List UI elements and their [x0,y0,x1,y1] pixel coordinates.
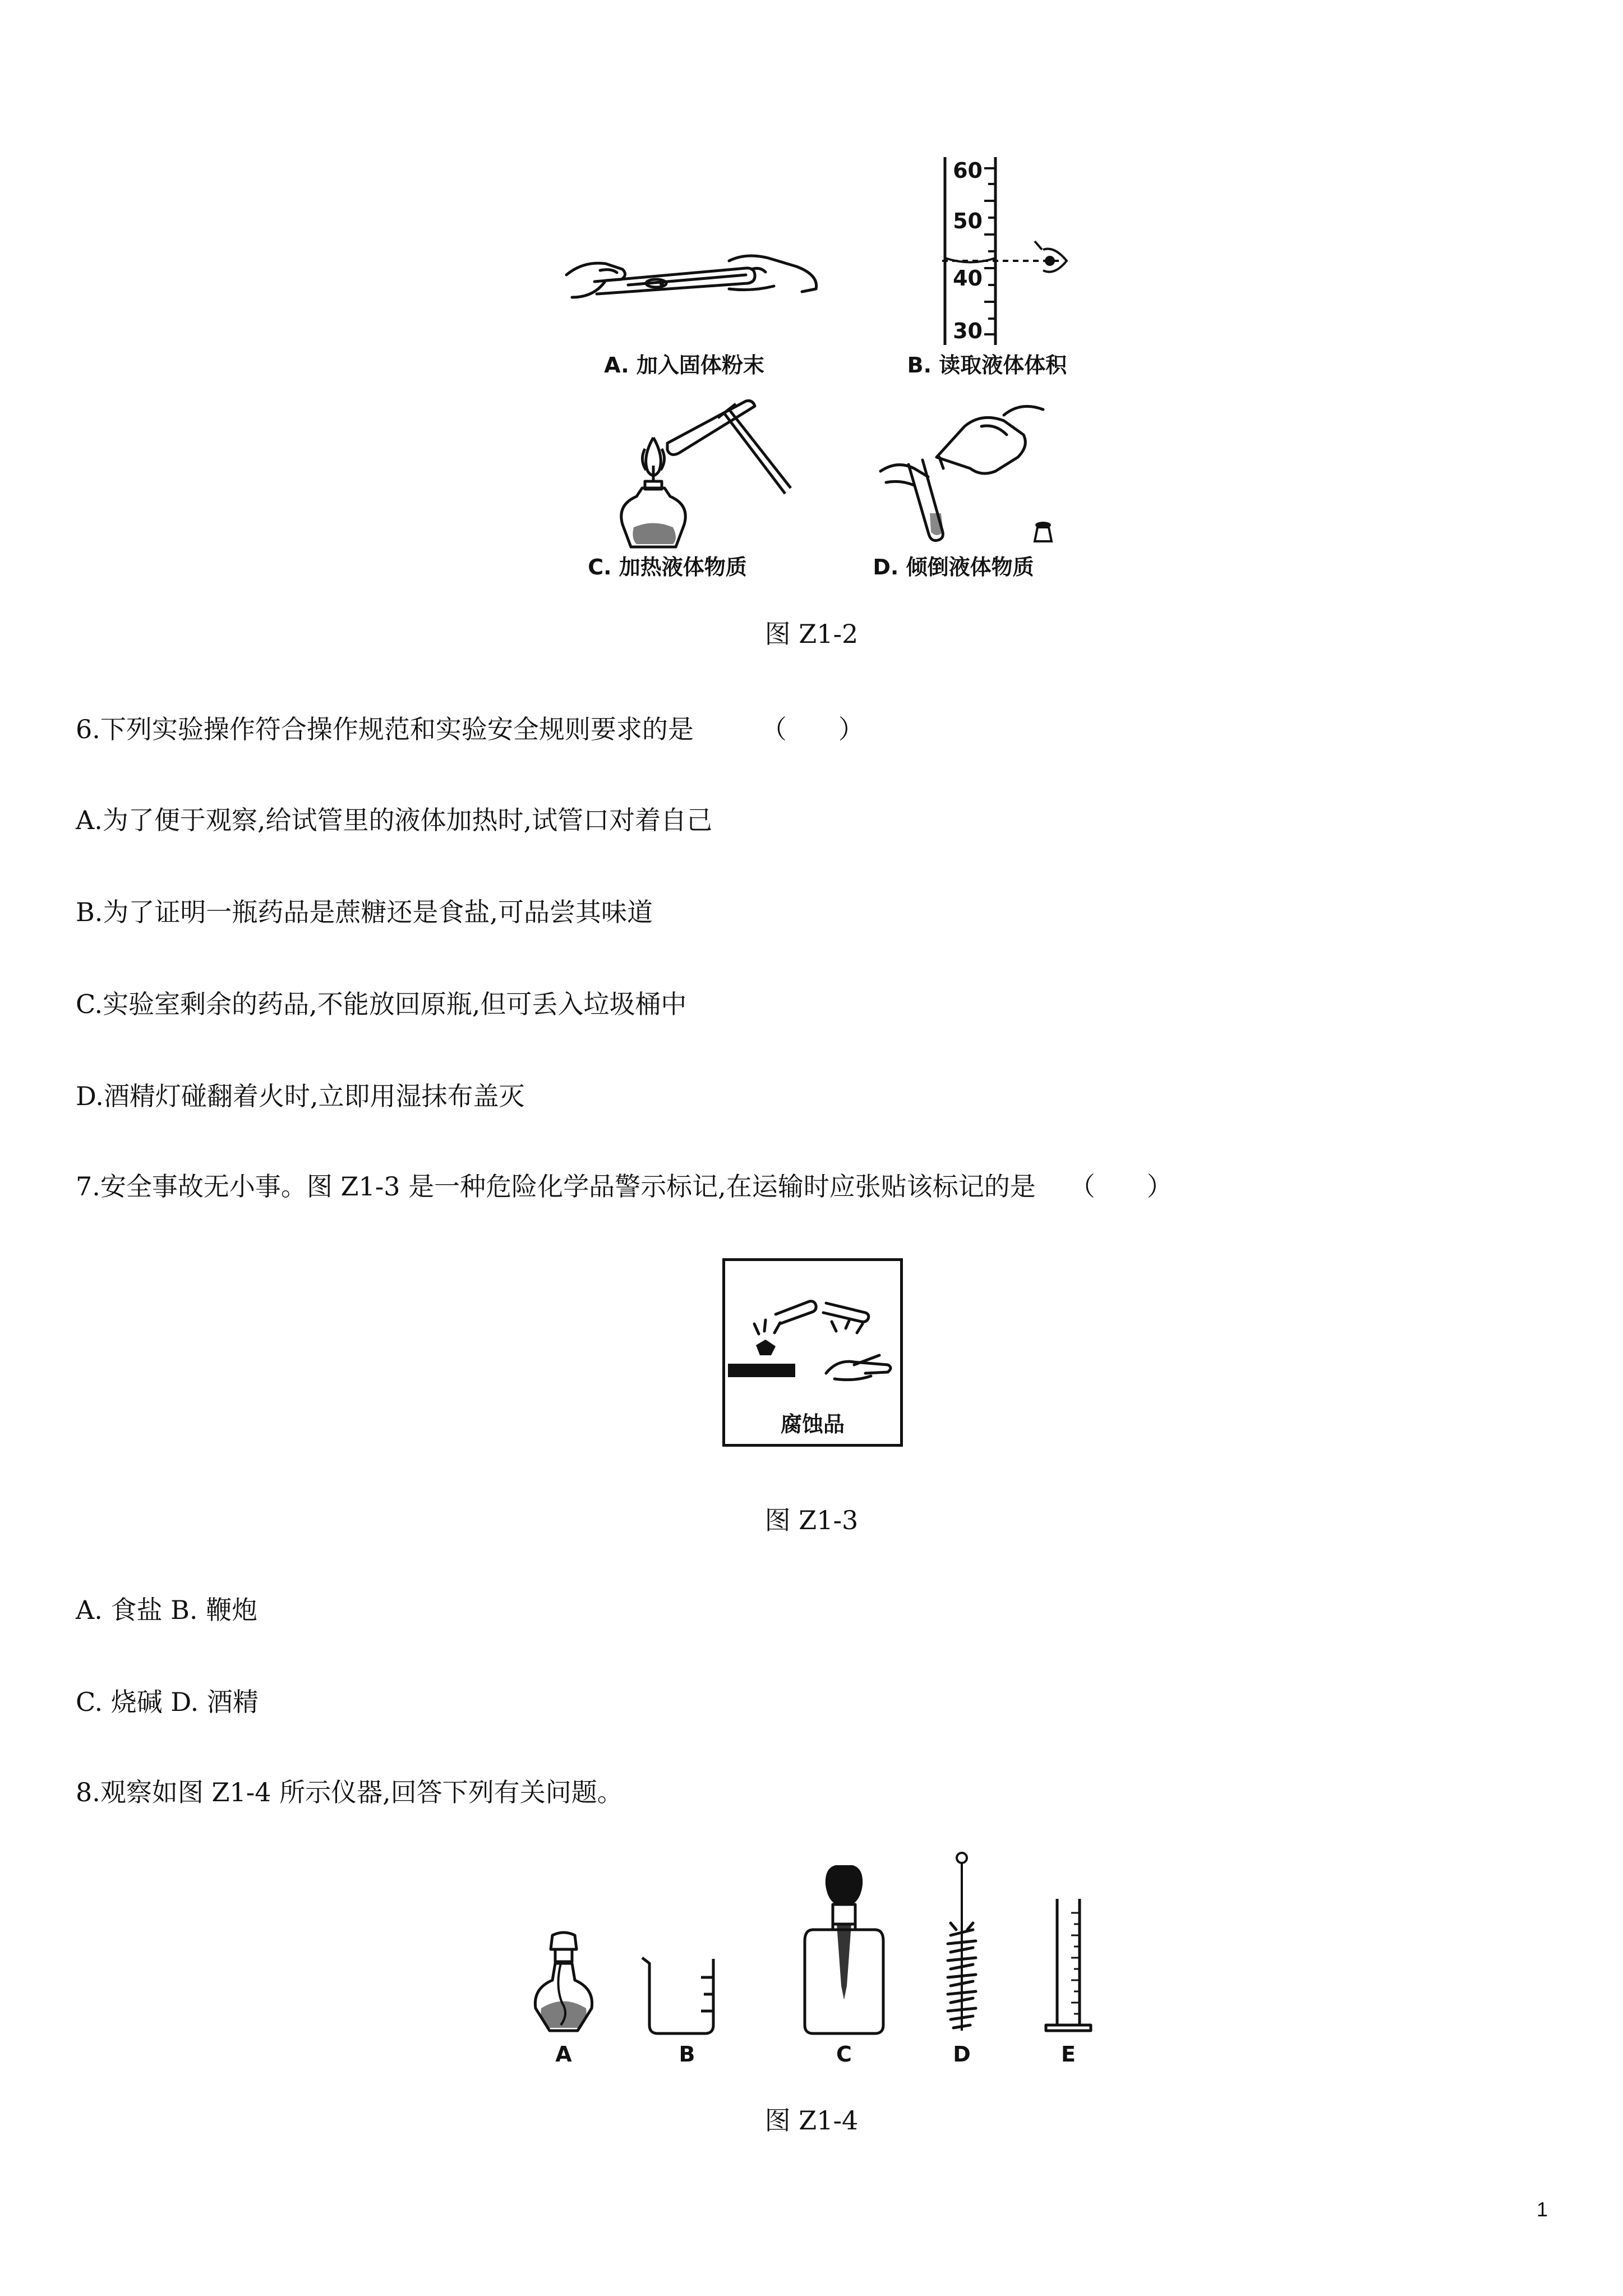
question-6-stem-row [76,712,864,746]
figure-z1-2 [0,0,1623,673]
question-6-answer-blank[interactable]: （ ） [760,714,864,744]
cylinder-mark-40: 40 [953,266,983,291]
question-8-stem: 8.观察如图 Z1-4 所示仪器,回答下列有关问题。 [76,1777,623,1807]
question-6 [76,712,1534,1116]
figure-caption-z1-2: 图 Z1-2 [764,619,859,649]
label-add-solid-powder: A. 加入固体粉末 [604,353,764,378]
label-heat-liquid: C. 加热液体物质 [588,555,747,579]
instrument-label-c: C [836,2042,852,2067]
figure-caption-z1-3: 图 Z1-3 [764,1505,859,1535]
instrument-label-a: A [555,2042,572,2067]
corrosive-sign-label: 腐蚀品 [780,1412,845,1437]
illustration-add-solid-powder [561,236,824,320]
corrosive-hazard-sign [722,1258,903,1447]
question-7-stem: 7.安全事故无小事。图 Z1-3 是一种危险化学品警示标记,在运输时应张贴该标记的是 [76,1171,1036,1202]
question-7-options-row-2: C. 烧碱 D. 酒精 [76,1687,259,1717]
question-6-option-b: B.为了证明一瓶药品是蔗糖还是食盐,可品尝其味道 [76,897,653,927]
page-number: 1 [1537,2198,1548,2221]
instrument-label-b: B [679,2042,695,2067]
question-7-options-row-1: A. 食盐 B. 鞭炮 [76,1595,258,1625]
label-pour-liquid: D. 倾倒液体物质 [873,555,1034,579]
alcohol-lamp-icon [527,1930,600,2033]
cylinder-mark-50: 50 [953,209,983,233]
label-read-liquid-volume: B. 读取液体体积 [907,353,1067,378]
question-6-stem: 6.下列实验操作符合操作规范和实验安全规则要求的是 [76,714,694,744]
graduated-cylinder-icon [1043,1896,1094,2036]
corrosive-pictogram-icon [725,1261,900,1390]
dropper-bottle-icon [802,1862,886,2036]
question-7-stem-row [76,1170,1173,1203]
instrument-label-d: D [953,2042,971,2067]
illustration-heating-liquid [606,404,796,550]
question-6-option-c: C.实验室剩余的药品,不能放回原瓶,但可丢入垃圾桶中 [76,989,687,1019]
cylinder-mark-60: 60 [953,158,983,183]
figure-z1-4 [505,1851,1122,2087]
figure-caption-z1-4: 图 Z1-4 [764,2105,859,2136]
question-6-option-a: A.为了便于观察,给试管里的液体加热时,试管口对着自己 [76,805,713,835]
question-6-option-d: D.酒精灯碰翻着火时,立即用湿抹布盖灭 [76,1081,525,1111]
illustration-graduated-cylinder-reading [920,151,1088,348]
beaker-icon [639,1952,723,2036]
cylinder-mark-30: 30 [953,319,983,343]
question-7-answer-blank[interactable]: （ ） [1069,1171,1173,1202]
instrument-label-e: E [1061,2042,1076,2067]
illustration-pouring-liquid [875,404,1066,550]
test-tube-brush-icon [939,1851,984,2036]
